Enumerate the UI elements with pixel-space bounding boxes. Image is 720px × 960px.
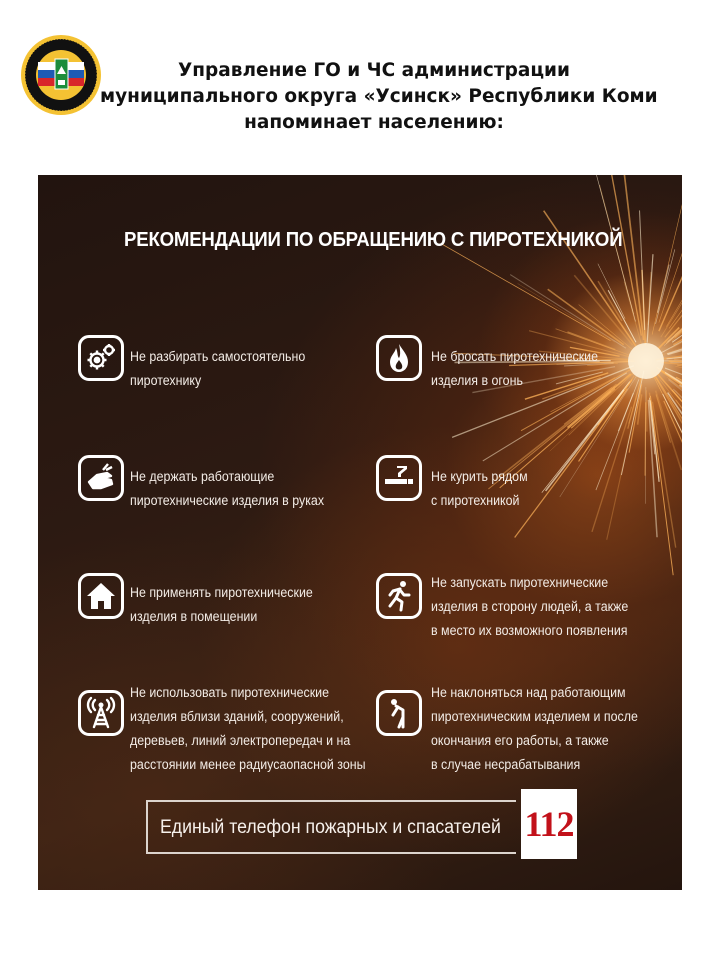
phone-label: Единый телефон пожарных и спасателей <box>160 817 501 838</box>
spark-line <box>621 371 643 475</box>
rule-3-line-1: Не держать работающие <box>130 469 275 484</box>
rule-7-line-4: расстоянии менее радиусаопасной зоны <box>130 757 366 772</box>
rule-7-line-3: деревьев, линий электропередач и на <box>130 733 351 748</box>
poster-title: РЕКОМЕНДАЦИИ ПО ОБРАЩЕНИЮ С ПИРОТЕХНИКОЙ <box>124 229 623 251</box>
spark-line <box>598 281 622 321</box>
spark-line <box>608 290 636 342</box>
rule-2 <box>431 345 598 393</box>
rule-5-line-2: изделия в помещении <box>130 609 258 624</box>
sparkler-sparks <box>38 175 682 890</box>
spark-line <box>646 390 647 431</box>
rule-8-line-1: Не наклоняться над работающим <box>431 685 626 700</box>
bending-person-icon <box>376 690 422 736</box>
spark-line <box>661 362 682 370</box>
spark-line <box>515 380 632 537</box>
header-line-1: Управление ГО и ЧС администрации <box>178 60 570 81</box>
emergency-number-badge <box>521 789 577 859</box>
spark-line <box>442 244 611 341</box>
spark-line <box>669 361 682 362</box>
antenna-tower-icon <box>78 690 124 736</box>
rule-3-line-2: пиротехнические изделия в руках <box>130 493 325 508</box>
spark-line <box>656 249 675 324</box>
spark-line <box>574 275 632 345</box>
spark-line <box>518 284 615 343</box>
rule-4-line-1: Не курить рядом <box>431 469 528 484</box>
emergency-number: 112 <box>524 804 574 844</box>
pyrotechnics-poster <box>38 175 682 890</box>
rule-6-line-3: в место их возможного появления <box>431 623 628 638</box>
rule-2-line-2: изделия в огонь <box>431 373 523 388</box>
rule-1-line-2: пиротехнику <box>130 373 202 388</box>
spark-line <box>654 374 682 517</box>
header-line-3: напоминает населению: <box>244 112 504 133</box>
rule-7 <box>130 681 366 777</box>
rule-5-line-1: Не применять пиротехнические <box>130 585 313 600</box>
rule-2-line-1: Не бросать пиротехнические <box>431 349 598 364</box>
rule-5 <box>130 581 313 629</box>
rule-4 <box>431 465 528 513</box>
rule-6-line-2: изделия в сторону людей, а также <box>431 599 629 614</box>
rule-6 <box>431 571 628 643</box>
spark-line <box>609 175 641 336</box>
hand-icon <box>78 455 124 501</box>
running-person-icon <box>376 573 422 619</box>
spark-line <box>664 299 682 346</box>
rule-7-line-1: Не использовать пиротехнические <box>130 685 329 700</box>
rule-8-line-2: пиротехническим изделием и после <box>431 709 638 724</box>
gears-icon <box>78 335 124 381</box>
emblem-icon <box>20 34 102 116</box>
cigarette-icon <box>376 455 422 501</box>
spark-line <box>645 402 646 475</box>
spark-line <box>622 175 644 340</box>
rule-7-line-2: изделия вблизи зданий, сооружений, <box>130 709 344 724</box>
spark-line <box>546 390 624 491</box>
rule-8-line-4: в случае несрабатывания <box>431 757 581 772</box>
spark-line <box>659 175 682 323</box>
flame-icon <box>376 335 422 381</box>
rule-3 <box>130 465 324 513</box>
rule-6-line-1: Не запускать пиротехнические <box>431 575 609 590</box>
rule-1 <box>130 345 305 393</box>
spark-line <box>647 254 653 343</box>
rule-1-line-1: Не разбирать самостоятельно <box>130 349 306 364</box>
rule-8-line-3: окончания его работы, а также <box>431 733 609 748</box>
spark-line <box>658 265 670 313</box>
page-header <box>100 58 658 136</box>
house-icon <box>78 573 124 619</box>
rule-8 <box>431 681 638 777</box>
header-line-2: муниципального округа «Усинск» Республики Коми <box>100 86 658 107</box>
spark-core <box>628 343 664 379</box>
rule-4-line-2: с пиротехникой <box>431 493 520 508</box>
